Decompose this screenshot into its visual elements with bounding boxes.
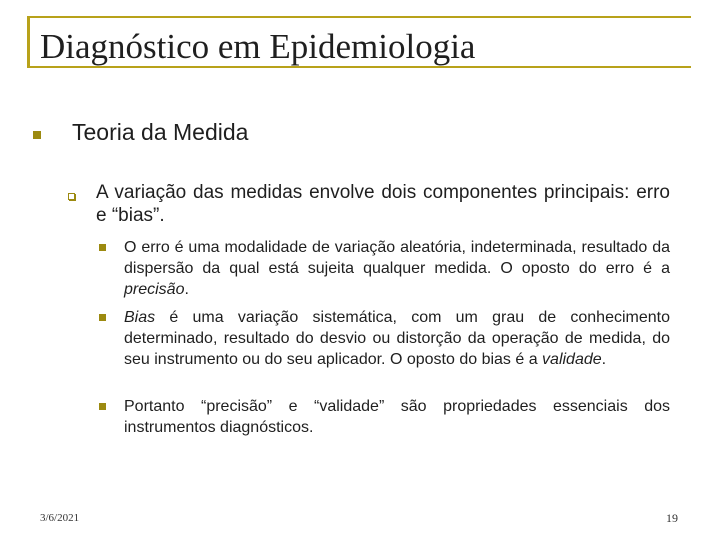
- item-2-text: é uma variação sistemática, com um grau de conhecimento determinado, resultado do desvio ou distorção da operação de medida, do seu instrumento ou do seu aplicador. O oposto do bias é a: [124, 309, 670, 368]
- level3-item-3: [124, 396, 670, 438]
- page-number: 19: [666, 511, 678, 525]
- title-frame-top: [27, 16, 691, 18]
- level3-bullet-icon: [99, 314, 106, 321]
- level3-item-2: [124, 307, 670, 370]
- level2-text: A variação das medidas envolve dois componentes principais: erro e “bias”.: [96, 182, 670, 226]
- level1-bullet-icon: [33, 131, 41, 139]
- item-1-end: .: [184, 281, 189, 298]
- item-1-emphasis: precisão: [124, 281, 185, 298]
- level3-bullet-icon: [99, 403, 106, 410]
- level2-bullet-icon: [68, 193, 75, 200]
- item-1-text: O erro é uma modalidade de variação aleatória, indeterminada, resultado da dispersão da qual está sujeita qualquer medida. O oposto do erro é a: [124, 239, 670, 277]
- item-3-text: Portanto “precisão” e “validade” são propriedades essenciais dos instrumentos diagnósticos.: [124, 398, 670, 436]
- item-2-emphasis-bias: Bias: [124, 309, 156, 326]
- level3-bullet-icon: [99, 244, 106, 251]
- title-underline: [27, 66, 691, 68]
- item-2-emphasis-validade: validade: [542, 351, 602, 368]
- footer-date: 3/6/2021: [40, 512, 80, 524]
- level1-text: Teoria da Medida: [72, 119, 249, 145]
- item-2-end: .: [601, 351, 607, 368]
- level3-item-1: [124, 237, 670, 300]
- title-frame-left: [27, 16, 30, 66]
- slide-title: Diagnóstico em Epidemiologia: [40, 27, 476, 66]
